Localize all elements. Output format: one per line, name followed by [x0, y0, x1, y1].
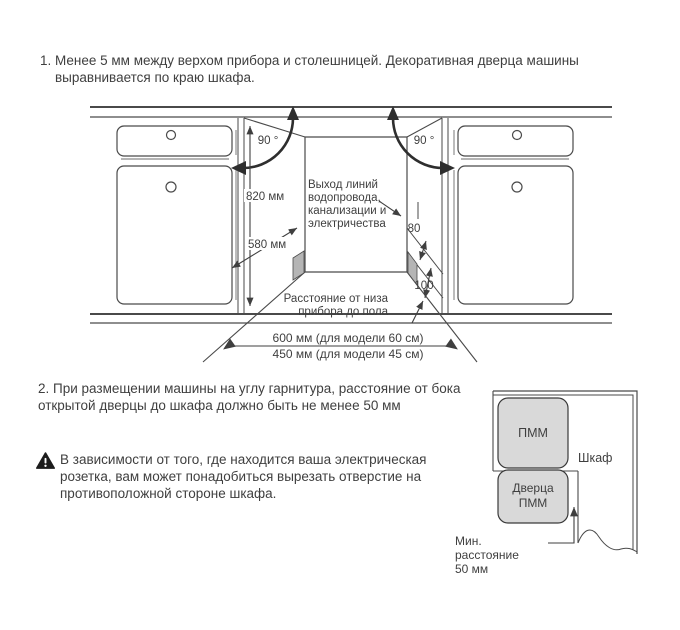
- instruction-step2: 2. При размещении машины на углу гарнитура, расстояние от бока открытой дверцы до шкафа должно быть не менее 50 мм: [38, 381, 461, 413]
- width-arrowhead-left: [220, 338, 236, 353]
- right-cabinet: [442, 118, 573, 315]
- arc-arrowhead-up-right: [387, 106, 399, 120]
- angle-label-left: 90 °: [257, 135, 279, 147]
- depth-dim-label: 580 мм: [248, 239, 287, 251]
- break-wave-line: [578, 530, 637, 552]
- left-cabinet: [117, 118, 244, 315]
- utility-note-line: Выход линий: [308, 179, 378, 191]
- left-drawer-knob: [167, 131, 176, 140]
- min-distance-note: [455, 534, 519, 576]
- door-label-line: Дверца: [512, 481, 554, 495]
- min-distance-line: расстояние: [455, 548, 519, 562]
- left-cabinet-drawer: [117, 126, 232, 156]
- left-door-knob: [166, 182, 176, 192]
- countertop: [90, 107, 612, 117]
- width-arrowhead-right: [445, 338, 461, 353]
- arc-arrowhead-up-left: [287, 106, 299, 120]
- utility-note-line: электричества: [308, 218, 386, 230]
- right-drawer-knob: [513, 131, 522, 140]
- width-60-label: 600 мм (для модели 60 см): [272, 331, 424, 345]
- instruction-step1: 1. Менее 5 мм между верхом прибора и столешницей. Декоративная дверца машины выравнивается по краю шкафа.: [40, 53, 579, 85]
- gap-80-label: 80: [407, 223, 421, 235]
- niche-installation-diagram: [60, 95, 620, 380]
- floor-note-line: прибора до пола: [298, 306, 388, 318]
- width-45-label: 450 мм (для модели 45 см): [272, 347, 424, 361]
- warning-text: В зависимости от того, где находится ваша электрическая розетка, вам может понадобиться вырезать отверстие на противоположной стороне шкафа.: [60, 452, 427, 501]
- door-label-line: ПММ: [518, 496, 548, 510]
- min-distance-line: Мин.: [455, 534, 482, 548]
- utility-note: [308, 179, 386, 230]
- angle-label-right: 90 °: [413, 135, 435, 147]
- utility-note-line: канализации и: [308, 205, 387, 217]
- right-door-knob: [512, 182, 522, 192]
- warning-block: [36, 451, 460, 502]
- dishwasher-label: ПММ: [518, 426, 548, 440]
- right-cabinet-door: [458, 166, 573, 304]
- warning-icon: [36, 452, 55, 475]
- utility-note-line: водопровода,: [308, 192, 381, 204]
- left-side-panel-base: [293, 251, 304, 280]
- gap-100-label: 100: [414, 280, 434, 292]
- corner-placement-diagram: [448, 385, 644, 580]
- floor-note-line: Расстояние от низа: [283, 293, 388, 305]
- height-dim-label: 820 мм: [246, 191, 285, 203]
- cabinet-label: Шкаф: [578, 451, 613, 465]
- min-distance-line: 50 мм: [455, 562, 489, 576]
- left-cabinet-door: [117, 166, 232, 304]
- floor-note: [284, 293, 389, 318]
